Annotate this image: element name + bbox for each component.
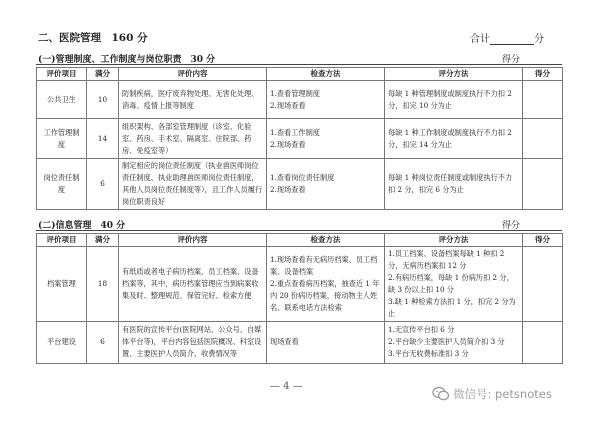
table-row xyxy=(37,159,563,210)
total-blank xyxy=(490,34,534,45)
score-cell xyxy=(523,119,563,159)
item-cell: 岗位责任制度 xyxy=(37,159,87,210)
table-row xyxy=(37,81,563,119)
sub2-table xyxy=(36,233,563,364)
watermark xyxy=(432,386,552,402)
total-label: 合计 xyxy=(470,34,490,45)
content-cell: 防制疾病，医疗废弃物处理、无害化处理、消毒、疫情上报等制度 xyxy=(119,81,267,119)
scoring-cell: 每缺 1 种工作制度或制度执行不力扣 2 分，扣完 14 分为止 xyxy=(385,119,523,159)
table-row xyxy=(37,321,563,363)
section-title: 二、医院管理 160 分 xyxy=(38,32,148,44)
content-cell: 制定相应的岗位责任制度（执业兽医师岗位责任制度、执业助理兽医师岗位责任制度，其他人员岗位责任制度等），且工作人员履行岗位职责良好 xyxy=(119,159,267,210)
sub1-score-label: 得分 xyxy=(502,55,521,65)
header-cell: 检查方法 xyxy=(267,68,385,81)
header-cell: 检查方法 xyxy=(267,234,385,247)
content-cell: 组织架构、各部室管理制度（诊室、化验室、药房、手术室、隔离室、住院部、药房、免疫室等） xyxy=(119,119,267,159)
table-header-row xyxy=(37,68,563,81)
sub1-table xyxy=(36,67,563,210)
scoring-cell: 1.员工档案、设备档案每缺 1 种扣 2 分，无病历档案扣 12 分 2.有病历档案，每缺 1 份病历扣 2 分，缺 3 份以上扣 10 分 3.缺 1 种检索方法扣 1 分，扣完 2 分为止 xyxy=(385,247,523,321)
sub1-title: (一)管理制度、工作制度与岗位职责 30 分 xyxy=(38,55,216,65)
table-row xyxy=(37,247,563,321)
sub2-rule xyxy=(36,230,562,231)
header-cell: 得分 xyxy=(523,68,563,81)
watermark-text: 微信号: petsnotes xyxy=(453,387,552,401)
method-cell: 现场查看 xyxy=(267,321,385,363)
item-cell: 公共卫生 xyxy=(37,81,87,119)
content-cell: 有医院的宣传平台(医院网站、公众号、自媒体平台等)，平台内容包括医院概况、科室设置、主要医护人员简介、收费情况等 xyxy=(119,321,267,363)
full-score-cell: 18 xyxy=(87,247,119,321)
score-cell xyxy=(523,247,563,321)
item-cell: 平台建设 xyxy=(37,321,87,363)
table-row xyxy=(37,119,563,159)
score-cell xyxy=(523,159,563,210)
header-cell: 评分方法 xyxy=(385,234,523,247)
header-cell: 评价项目 xyxy=(37,234,87,247)
full-score-cell: 6 xyxy=(87,321,119,363)
table-header-row xyxy=(37,234,563,247)
item-cell: 工作管理制度 xyxy=(37,119,87,159)
total-score xyxy=(470,30,544,45)
sub1-rule xyxy=(36,64,562,65)
full-score-cell: 10 xyxy=(87,81,119,119)
header-cell: 评价内容 xyxy=(119,234,267,247)
scoring-cell: 每缺 1 种管理制度或制度执行不力扣 2分，扣完 10 分为止 xyxy=(385,81,523,119)
score-cell xyxy=(523,321,563,363)
scoring-cell: 每缺 1 种岗位责任制度或制度执行不力扣 2 分，扣完 6 分为止 xyxy=(385,159,523,210)
header-cell: 满分 xyxy=(87,68,119,81)
sub2-score-label: 得分 xyxy=(502,221,521,231)
content-cell: 有纸质或者电子病历档案、员工档案、设备档案等，其中，病历档案管理应当到病案收集及时、整理规范、保管完好、检索方便 xyxy=(119,247,267,321)
full-score-cell: 6 xyxy=(87,159,119,210)
method-cell: 1.查看工作制度 2.现场查看 xyxy=(267,119,385,159)
item-cell: 档案管理 xyxy=(37,247,87,321)
method-cell: 1.查看岗位责任制度 2.现场查看 xyxy=(267,159,385,210)
header-cell: 得分 xyxy=(523,234,563,247)
header-cell: 满分 xyxy=(87,234,119,247)
header-cell: 评分方法 xyxy=(385,68,523,81)
method-cell: 1.现场查看有无病历档案、员工档案、设备档案 2.重点查看病历档案，抽查近 1 年内 20 份病历档案，接动物主人姓名、联系电话方法检索 xyxy=(267,247,385,321)
method-cell: 1.查看管理制度 2.现场查看 xyxy=(267,81,385,119)
wechat-icon xyxy=(432,386,450,402)
total-suffix: 分 xyxy=(534,34,544,45)
score-cell xyxy=(523,81,563,119)
full-score-cell: 14 xyxy=(87,119,119,159)
header-cell: 评价项目 xyxy=(37,68,87,81)
sub2-title: (二)信息管理 40 分 xyxy=(38,221,126,231)
scoring-cell: 1.无宣传平台扣 6 分 2.平台缺少主要医护人员简介扣 3 分 3.平台无收费标准扣 3 分 xyxy=(385,321,523,363)
header-cell: 评价内容 xyxy=(119,68,267,81)
page-number: — 4 — xyxy=(270,381,303,392)
